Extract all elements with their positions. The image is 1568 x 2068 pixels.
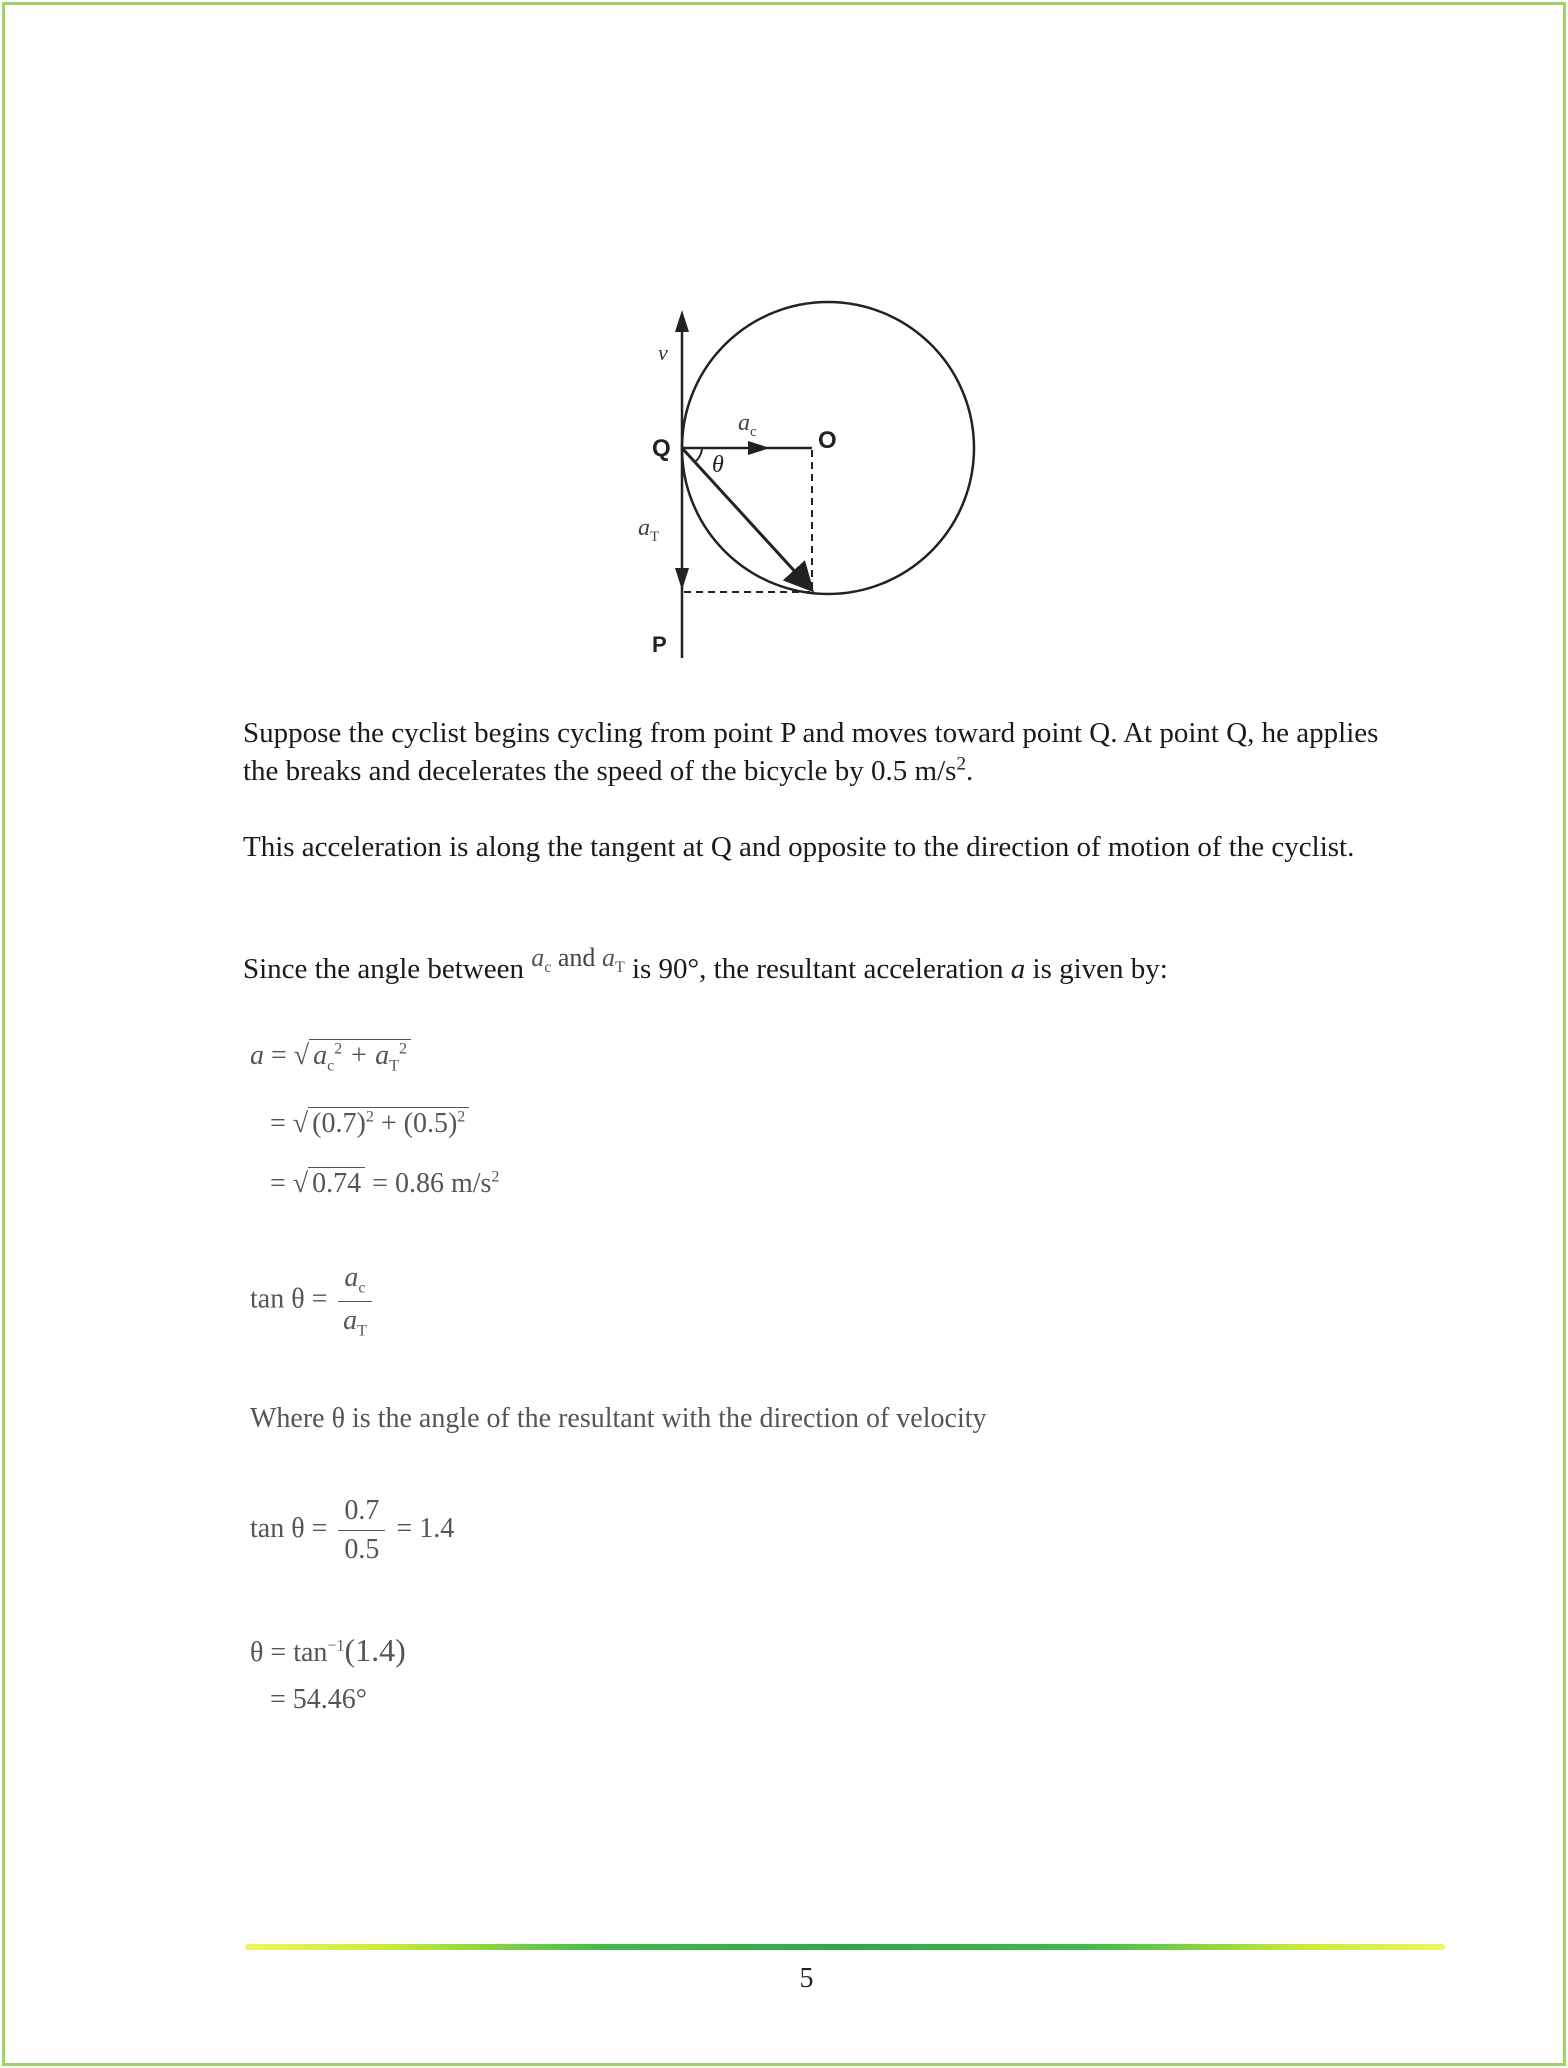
theta-arc <box>695 448 702 462</box>
inline-var-ac: $a_c$ <box>531 943 552 977</box>
label-ac: $a_c$ <box>738 410 757 440</box>
paragraph-acceleration-direction: This acceleration is along the tangent at Q and opposite to the direction of motion of the cyclist. <box>243 831 1355 863</box>
label-o: O <box>818 427 837 454</box>
label-theta: θ <box>712 452 724 478</box>
equation-tan-theta: tan θ = $\frac{a_c}{a_T}$ <box>250 1262 376 1340</box>
equation-theta-result: = 54.46° <box>270 1684 367 1715</box>
page-number: 5 <box>799 1963 814 1994</box>
velocity-arrow <box>675 310 689 332</box>
tangential-acceleration-arrow <box>675 568 689 590</box>
label-q: Q <box>652 435 671 462</box>
equation-theta-inverse: $\theta = \tan^{-1}(1.4)$ <box>250 1632 406 1668</box>
centripetal-arrow-head <box>748 441 770 455</box>
equation-substituted: = √ $(0.7)^2 + (0.5)^2$ <box>270 1108 469 1140</box>
circular-motion-diagram <box>630 290 990 680</box>
inline-var-at: $a_T$ <box>601 943 625 977</box>
paragraph-angle-between: Since the angle between $a_c$ and $a_T$ is 90°, the resultant acceleration a is given by: <box>243 943 1168 985</box>
footer-divider <box>245 1944 1445 1950</box>
equation-tan-value: tan θ = $\frac{0.7}{0.5}$ = 1.4 <box>250 1495 455 1565</box>
label-p: P <box>652 632 667 657</box>
theta-definition-note: Where θ is the angle of the resultant with the direction of velocity <box>250 1403 987 1434</box>
label-v: v <box>658 340 668 365</box>
equation-resultant: a = √ $a_c^2 + a_T^2$ <box>250 1040 411 1076</box>
label-at: $a_T$ <box>638 515 660 545</box>
paragraph-cyclist-motion: Suppose the cyclist begins cycling from point P and moves toward point Q. At point Q, he applies the breaks and decelerates the speed of the bicycle by 0.5 $m/s^2$. <box>243 717 1379 787</box>
equation-result: = √ 0.74 = 0.86 $m/s^2$ <box>270 1168 500 1199</box>
